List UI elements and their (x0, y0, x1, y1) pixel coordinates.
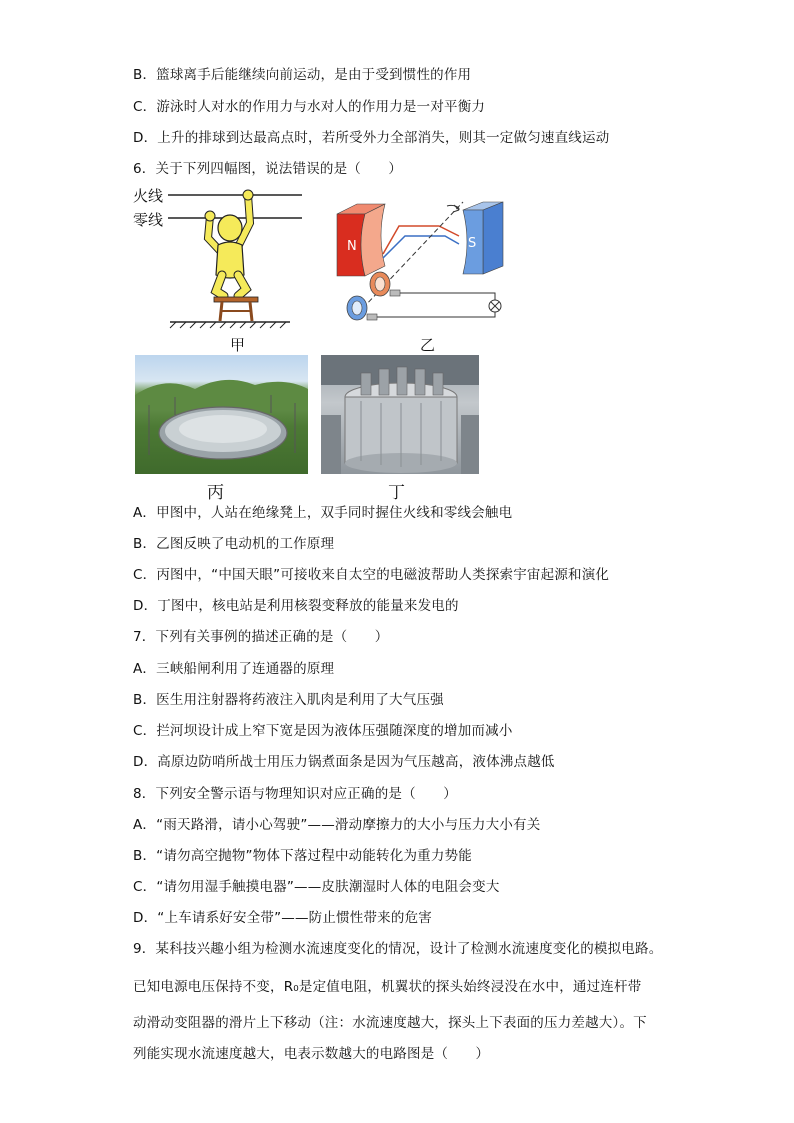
q8-option-d: D．“上车请系好安全带”——防止惯性带来的危害 (133, 910, 432, 926)
q7-stem: 7．下列有关事例的描述正确的是（ ） (133, 629, 389, 645)
q6-option-c: C．丙图中，“中国天眼”可接收来自太空的电磁波帮助人类探索宇宙起源和演化 (133, 567, 610, 583)
q9-line-1: 9．某科技兴趣小组为检测水流速度变化的情况，设计了检测水流速度变化的模拟电路。 (133, 941, 663, 957)
neutral-wire-label: 零线 (133, 211, 164, 229)
figure-yi-caption: 乙 (420, 336, 436, 354)
live-wire-label: 火线 (133, 187, 164, 205)
figure-jia-caption: 甲 (230, 336, 246, 354)
q7-option-c: C．拦河坝设计成上窄下宽是因为液体压强随深度的增加而减小 (133, 723, 513, 739)
q6-option-b: B．乙图反映了电动机的工作原理 (133, 536, 335, 552)
q5-option-c: C．游泳时人对水的作用力与水对人的作用力是一对平衡力 (133, 99, 486, 115)
figure-bing-telescope-photo (135, 355, 308, 474)
q5-option-d: D．上升的排球到达最高点时，若所受外力全部消失，则其一定做匀速直线运动 (133, 130, 610, 146)
q9-line-3: 动滑动变阻器的滑片上下移动（注：水流速度越大，探头上下表面的压力差越大）。下 (133, 1015, 647, 1031)
q6-option-a: A．甲图中，人站在绝缘凳上，双手同时握住火线和零线会触电 (133, 505, 513, 521)
q9-line-4: 列能实现水流速度越大，电表示数越大的电路图是（ ） (133, 1046, 490, 1062)
magnet-n-label: N (347, 239, 357, 254)
q5-option-b: B．篮球离手后能继续向前运动，是由于受到惯性的作用 (133, 67, 472, 83)
q9-line-2: 已知电源电压保持不变，R₀是定值电阻，机翼状的探头始终浸没在水中，通过连杆带 (133, 979, 642, 995)
q8-option-b: B．“请勿高空抛物”物体下落过程中动能转化为重力势能 (133, 848, 472, 864)
figure-bing-caption: 丙 (207, 483, 224, 503)
magnet-s-label: S (468, 236, 477, 251)
q6-option-d: D．丁图中，核电站是利用核裂变释放的能量来发电的 (133, 598, 459, 614)
q6-stem: 6．关于下列四幅图，说法错误的是（ ） (133, 161, 403, 177)
q8-stem: 8．下列安全警示语与物理知识对应正确的是（ ） (133, 786, 457, 802)
figure-ding-caption: 丁 (388, 483, 405, 503)
figure-yi-magnet-coil (335, 196, 510, 331)
q7-option-b: B．医生用注射器将药液注入肌肉是利用了大气压强 (133, 692, 444, 708)
q7-option-a: A．三峡船闸利用了连通器的原理 (133, 661, 335, 677)
q8-option-a: A．“雨天路滑，请小心驾驶”——滑动摩擦力的大小与压力大小有关 (133, 817, 541, 833)
q8-option-c: C．“请勿用湿手触摸电器”——皮肤潮湿时人体的电阻会变大 (133, 879, 500, 895)
q7-option-d: D．高原边防哨所战士用压力锅煮面条是因为气压越高，液体沸点越低 (133, 754, 555, 770)
figure-ding-reactor-photo (321, 355, 479, 474)
